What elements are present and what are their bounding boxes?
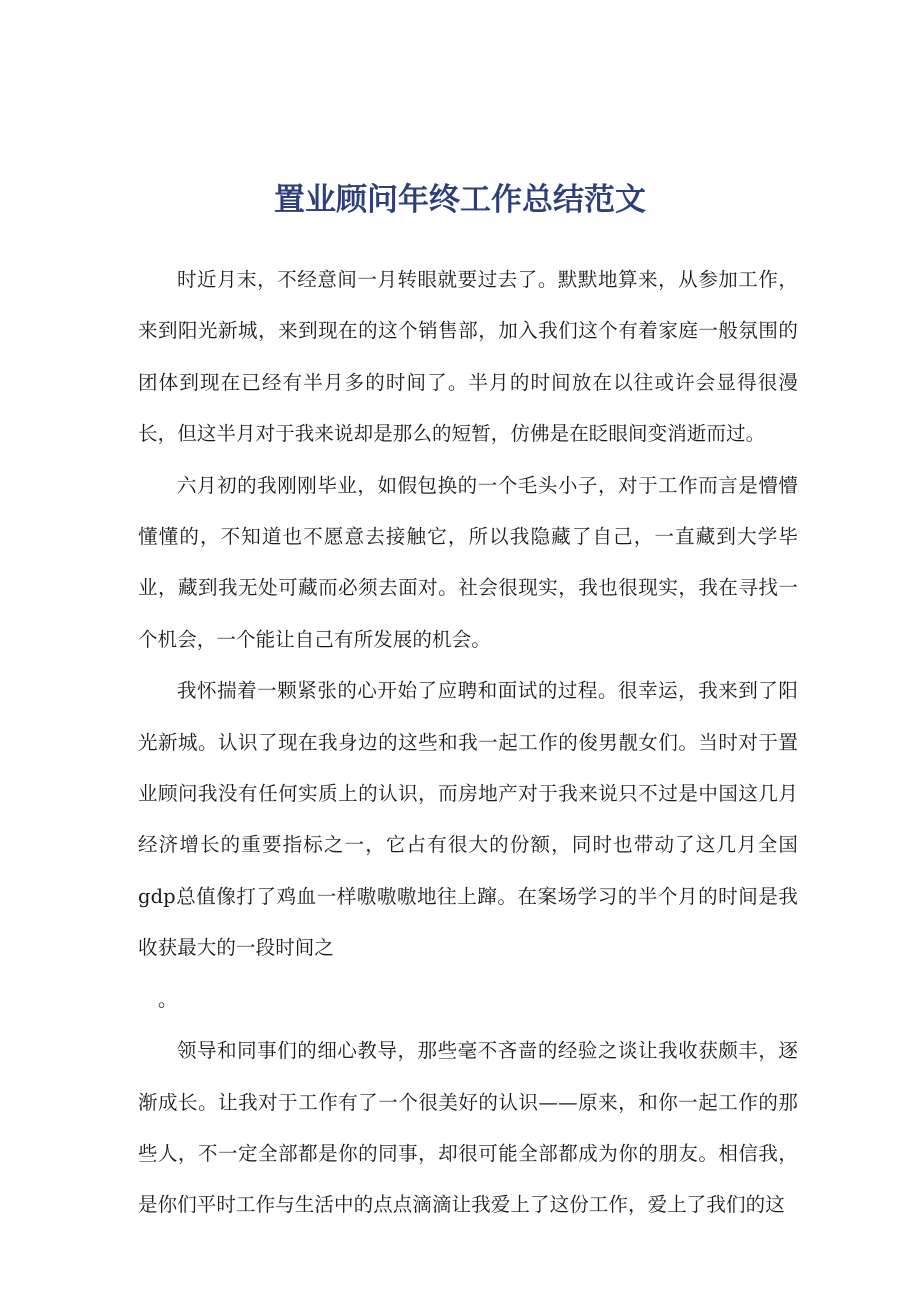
document-body <box>138 254 798 1231</box>
paragraph: 时近月末，不经意间一月转眼就要过去了。默默地算来，从参加工作，来到阳光新城，来到现在的这个销售部，加入我们这个有着家庭一般氛围的团体到现在已经有半月多的时间了。半月的时间放在以往或许会显得很漫长，但这半月对于我来说却是那么的短暂，仿佛是在眨眼间变消逝而过。 <box>138 268 798 446</box>
document-title: 置业顾问年终工作总结范文 <box>274 181 646 218</box>
lone-punctuation-line: 。 <box>158 987 178 1011</box>
paragraph: 我怀揣着一颗紧张的心开始了应聘和面试的过程。很幸运，我来到了阳光新城。认识了现在我身边的这些和我一起工作的俊男靓女们。当时对于置业顾问我没有任何实质上的认识，而房地产对于我来说只不过是中国这几月经济增长的重要指标之一，它占有很大的份额，同时也带动了这几月全国gdp总值像打了鸡血一样嗷嗷嗷地往上蹿。在案场学习的半个月的时间是我收获最大的一段时间之 <box>138 679 798 960</box>
paragraph: 领导和同事们的细心教导，那些毫不吝啬的经验之谈让我收获颇丰，逐渐成长。让我对于工作有了一个很美好的认识——原来，和你一起工作的那些人，不一定全部都是你的同事，却很可能全部都成为你的朋友。相信我，是你们平时工作与生活中的点点滴滴让我爱上了这份工作，爱上了我们的这 <box>138 1039 798 1217</box>
paragraph: 六月初的我刚刚毕业，如假包换的一个毛头小子，对于工作而言是懵懵懂懂的，不知道也不愿意去接触它，所以我隐藏了自己，一直藏到大学毕业，藏到我无处可藏而必须去面对。社会很现实，我也很现实，我在寻找一个机会，一个能让自己有所发展的机会。 <box>138 473 798 651</box>
